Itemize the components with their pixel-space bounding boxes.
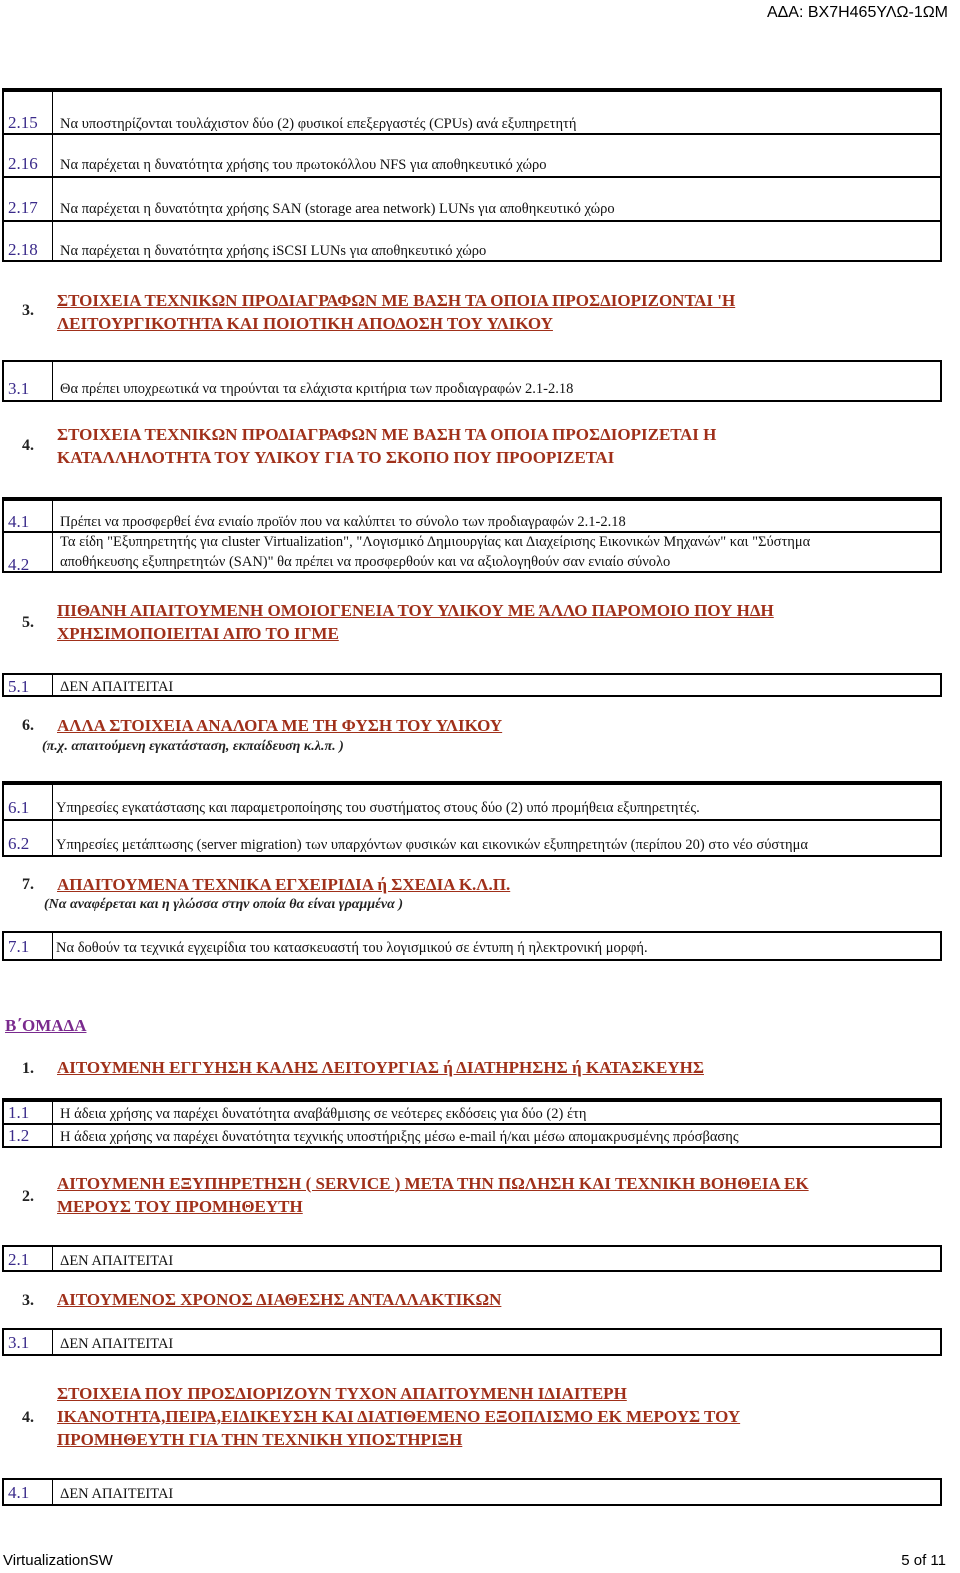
row-text: Να υποστηρίζονται τουλάχιστον δύο (2) φυσικοί επεξεργαστές (CPUs) ανά εξυπηρετητή (60, 116, 577, 132)
row-number: 6.1 (8, 798, 30, 817)
row-text: Η άδεια χρήσης να παρέχει δυνατότητα τεχνικής υποστήριξης μέσω e-mail ή/και μέσω απομακρυσμένης πρόσβασης (60, 1129, 739, 1145)
row-number: 5.1 (8, 677, 30, 696)
ada-code: ΑΔΑ: ΒΧ7Η465ΥΛΩ-1ΩΜ (766, 4, 948, 21)
row-text: ΔΕΝ ΑΠΑΙΤΕΙΤΑΙ (60, 1486, 174, 1502)
section-heading (57, 289, 735, 335)
row-number: 4.1 (8, 1483, 30, 1502)
table-row (4, 133, 940, 178)
table-row (4, 220, 940, 264)
section-title: ΑΠΑΙΤΟΥΜΕΝΑ ΤΕΧΝΙΚΑ ΕΓΧΕΙΡΙΔΙΑ ή ΣΧΕΔΙΑ Κ.Λ.Π. (57, 875, 511, 894)
row-text: Η άδεια χρήσης να παρέχει δυνατότητα αναβάθμισης σε νεότερες εκδόσεις για δύο (2) έτη (60, 1106, 587, 1122)
row-number: 3.1 (8, 379, 30, 398)
section-number: 4. (22, 1409, 34, 1426)
row-text: Να δοθούν τα τεχνικά εγχειρίδια του κατασκευαστή του λογισμικού σε έντυπη ή ηλεκτρονική μορφή. (56, 940, 648, 956)
section-note: (Να αναφέρεται και η γλώσσα στην οποία θα είναι γραμμένα ) (44, 897, 403, 912)
row-number: 2.16 (8, 154, 38, 173)
row-text: Να παρέχεται η δυνατότητα χρήσης του πρωτοκόλλου NFS για αποθηκευτικό χώρο (60, 157, 547, 173)
spec-table (2, 1098, 942, 1148)
row-number: 1.1 (8, 1103, 30, 1122)
section-number: 4. (22, 437, 34, 454)
section-heading-line: ΚΑΤΑΛΛΗΛΟΤΗΤΑ ΤΟΥ ΥΛΙΚΟΥ ΓΙΑ ΤΟ ΣΚΟΠΟ ΠΟΥ ΠΡΟΟΡΙΖΕΤΑΙ (57, 448, 615, 467)
row-text: Πρέπει να προσφερθεί ένα ενιαίο προϊόν που να καλύπτει το σύνολο των προδιαγραφών 2.1-2.18 (60, 514, 626, 530)
section-number: 2. (22, 1188, 34, 1205)
row-text: Τα είδη "Εξυπηρετητής για cluster Virtualization", "Λογισμικό Δημιουργίας και Διαχείρισης Εικονικών Μηχανών" και "Σύστημα (60, 534, 811, 550)
section-number: 3. (22, 302, 34, 319)
section-number: 6. (22, 717, 34, 734)
spec-row-box (2, 1478, 942, 1506)
spec-row-box (2, 1245, 942, 1272)
table-row (4, 176, 940, 222)
spec-table (2, 497, 942, 573)
row-number: 3.1 (8, 1333, 30, 1352)
section-number: 3. (22, 1292, 34, 1309)
section-title: ΑΛΛΑ ΣΤΟΙΧΕΙΑ ΑΝΑΛΟΓΑ ΜΕ ΤΗ ΦΥΣΗ ΤΟΥ ΥΛΙΚΟΥ (57, 716, 503, 735)
row-number: 2.15 (8, 113, 38, 132)
row-text: Θα πρέπει υποχρεωτικά να τηρούνται τα ελάχιστα κριτήρια των προδιαγραφών 2.1-2.18 (60, 381, 574, 397)
table-row (4, 783, 940, 821)
row-text: ΔΕΝ ΑΠΑΙΤΕΙΤΑΙ (60, 1253, 174, 1269)
section-heading-line: ΠΡΟΜΗΘΕΥΤΗ ΓΙΑ ΤΗΝ ΤΕΧΝΙΚΗ ΥΠΟΣΤΗΡΙΞΗ (57, 1430, 463, 1449)
row-text: Υπηρεσίες εγκατάστασης και παραμετροποίησης του συστήματος στους δύο (2) υπό προμήθεια εξυπηρετητές. (56, 800, 700, 816)
spec-row-box (2, 931, 942, 961)
section-heading (57, 599, 774, 645)
row-number: 4.1 (8, 512, 30, 531)
group-title: Β΄ΟΜΑΔΑ (5, 1016, 87, 1035)
section-note: (π.χ. απαιτούμενη εγκατάσταση, εκπαίδευση κ.λ.π. ) (42, 739, 344, 754)
section-heading-line: ΧΡΗΣΙΜΟΠΟΙΕΙΤΑΙ ΑΠΌ ΤΟ ΙΓΜΕ (57, 624, 339, 643)
table-row (4, 1123, 940, 1150)
spec-row-box (2, 673, 942, 697)
section-heading-line: ΙΚΑΝΟΤΗΤΑ,ΠΕΙΡΑ,ΕΙΔΙΚΕΥΣΗ ΚΑΙ ΔΙΑΤΙΘΕΜΕΝΟ ΕΞΟΠΛΙΣΜΟ ΕΚ ΜΕΡΟΥΣ ΤΟΥ (57, 1407, 741, 1426)
table-row (4, 90, 940, 135)
section-heading-line: ΑΙΤΟΥΜΕΝΗ ΕΞΥΠΗΡΕΤΗΣΗ ( SERVICE ) ΜΕΤΑ ΤΗΝ ΠΩΛΗΣΗ ΚΑΙ ΤΕΧΝΙΚΗ ΒΟΗΘΕΙΑ ΕΚ (57, 1174, 809, 1193)
row-text: ΔΕΝ ΑΠΑΙΤΕΙΤΑΙ (60, 1336, 174, 1352)
footer-page-number: 5 of 11 (901, 1552, 946, 1569)
section-heading-line: ΣΤΟΙΧΕΙΑ ΠΟΥ ΠΡΟΣΔΙΟΡΙΖΟΥΝ ΤΥΧΟΝ ΑΠΑΙΤΟΥΜΕΝΗ ΙΔΙΑΙΤΕΡΗ (57, 1384, 627, 1403)
row-text: Να παρέχεται η δυνατότητα χρήσης SAN (storage area network) LUNs για αποθηκευτικό χώρο (60, 201, 615, 217)
section-heading (57, 1172, 809, 1218)
spec-table (2, 88, 942, 262)
row-text: Να παρέχεται η δυνατότητα χρήσης iSCSI LUNs για αποθηκευτικό χώρο (60, 243, 487, 259)
spec-row-box (2, 360, 942, 402)
footer-doc-name: VirtualizationSW (3, 1552, 113, 1569)
section-heading-line: ΣΤΟΙΧΕΙΑ ΤΕΧΝΙΚΩΝ ΠΡΟΔΙΑΓΡΑΦΩΝ ΜΕ ΒΑΣΗ ΤΑ ΟΠΟΙΑ ΠΡΟΣΔΙΟΡΙΖΕΤΑΙ Η (57, 425, 717, 444)
row-number: 2.18 (8, 240, 38, 259)
row-number: 7.1 (8, 937, 30, 956)
row-text: Υπηρεσίες μετάπτωσης (server migration) των υπαρχόντων φυσικών και εικονικών εξυπηρετητών (περίπου 20) στο νέο σύστημα (56, 837, 809, 853)
row-number: 6.2 (8, 834, 30, 853)
section-number: 7. (22, 876, 34, 893)
row-number: 2.1 (8, 1250, 30, 1269)
section-heading-line: ΣΤΟΙΧΕΙΑ ΤΕΧΝΙΚΩΝ ΠΡΟΔΙΑΓΡΑΦΩΝ ΜΕ ΒΑΣΗ ΤΑ ΟΠΟΙΑ ΠΡΟΣΔΙΟΡΙΖΟΝΤΑΙ 'Η (57, 291, 736, 310)
row-number: 2.17 (8, 198, 38, 217)
section-heading-line: ΠΙΘΑΝΗ ΑΠΑΙΤΟΥΜΕΝΗ ΟΜΟΙΟΓΕΝΕΙΑ ΤΟΥ ΥΛΙΚΟΥ ΜΕ ΆΛΛΟ ΠΑΡΟΜΟΙΟ ΠΟΥ ΗΔΗ (57, 601, 774, 620)
row-number: 1.2 (8, 1126, 30, 1145)
section-title: ΑΙΤΟΥΜΕΝΗ ΕΓΓΥΗΣΗ ΚΑΛΗΣ ΛΕΙΤΟΥΡΓΙΑΣ ή ΔΙΑΤΗΡΗΣΗΣ ή ΚΑΤΑΣΚΕΥΗΣ (57, 1058, 704, 1077)
section-number: 1. (22, 1060, 34, 1077)
section-heading-line: ΜΕΡΟΥΣ ΤΟΥ ΠΡΟΜΗΘΕΥΤΗ (57, 1197, 303, 1216)
table-row (4, 531, 940, 575)
row-text: ΔΕΝ ΑΠΑΙΤΕΙΤΑΙ (60, 679, 174, 695)
row-text: αποθήκευσης εξυπηρετητών (SAN)" θα πρέπει να προσφερθούν και να αξιολογηθούν σαν ενιαίο σύνολο (60, 554, 671, 570)
row-number: 4.2 (8, 555, 30, 574)
spec-row-box (2, 1328, 942, 1356)
section-heading (57, 423, 716, 469)
table-row (4, 1100, 940, 1125)
table-row (4, 499, 940, 533)
section-number: 5. (22, 614, 34, 631)
section-title: ΑΙΤΟΥΜΕΝΟΣ ΧΡΟΝΟΣ ΔΙΑΘΕΣΗΣ ΑΝΤΑΛΛΑΚΤΙΚΩΝ (57, 1290, 502, 1309)
section-heading (57, 1382, 740, 1451)
table-row (4, 819, 940, 859)
spec-table (2, 781, 942, 857)
section-heading-line: ΛΕΙΤΟΥΡΓΙΚΟΤΗΤΑ ΚΑΙ ΠΟΙΟΤΙΚΗ ΑΠΟΔΟΣΗ ΤΟΥ ΥΛΙΚΟΥ (57, 314, 553, 333)
